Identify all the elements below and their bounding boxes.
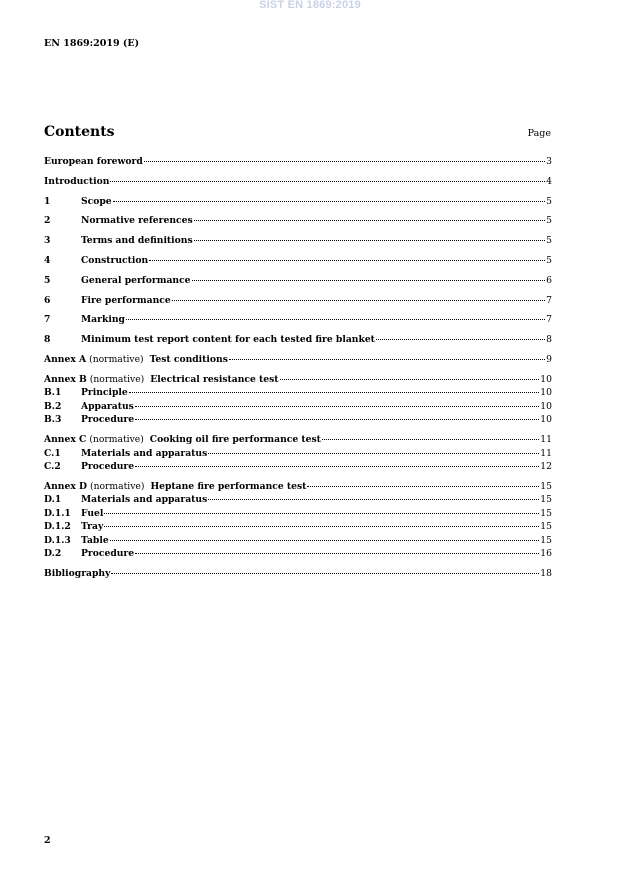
toc-title: Heptane fire performance test: [150, 480, 307, 492]
dot-leader: [208, 445, 539, 454]
toc-page: 7: [546, 314, 552, 326]
dot-leader: [172, 292, 545, 301]
page-column-label: Page: [527, 128, 551, 139]
annex-status: (normative): [89, 353, 144, 365]
toc-number: 5: [44, 274, 51, 286]
dot-leader: [104, 518, 539, 527]
toc-entry-d2-procedure[interactable]: [44, 547, 552, 561]
toc-page: 11: [540, 447, 552, 459]
toc-title: Scope: [81, 195, 112, 207]
dot-leader: [280, 371, 540, 380]
dot-leader: [104, 505, 539, 514]
toc-page: 10: [540, 400, 552, 412]
toc-number: D.1.1: [44, 507, 71, 519]
toc-page: 18: [540, 568, 552, 580]
toc-page: 16: [540, 548, 552, 560]
toc-page: 9: [546, 353, 552, 365]
toc-page: 10: [540, 414, 552, 426]
dot-leader: [135, 545, 539, 554]
toc-page: 8: [546, 334, 552, 346]
toc-entry-scope[interactable]: [44, 195, 552, 209]
toc-page: 15: [540, 480, 552, 492]
dot-leader: [194, 232, 545, 241]
toc-entry-c2-procedure[interactable]: [44, 460, 552, 474]
dot-leader: [208, 491, 539, 500]
dot-leader: [149, 252, 545, 261]
toc-page: 15: [540, 521, 552, 533]
toc-title: Principle: [81, 387, 128, 399]
toc-number: C.1: [44, 447, 61, 459]
toc-entry-terms-and-definitions[interactable]: [44, 234, 552, 248]
toc-entry-annex-a[interactable]: [44, 353, 552, 367]
toc-title: Marking: [81, 314, 125, 326]
contents-title: Contents: [44, 124, 115, 140]
dot-leader: [144, 153, 545, 162]
toc-entry-b3-procedure[interactable]: [44, 413, 552, 427]
toc-page: 7: [546, 294, 552, 306]
toc-number: B.3: [44, 414, 62, 426]
toc-title: Construction: [81, 254, 149, 266]
dot-leader: [110, 173, 545, 182]
toc-title: Minimum test report content for each tested fire blanket: [81, 334, 375, 346]
toc-title: General performance: [81, 274, 191, 286]
dot-leader: [135, 411, 539, 420]
watermark: SIST EN 1869:2019: [259, 0, 361, 11]
toc-title: Normative references: [81, 215, 193, 227]
toc-page: 5: [546, 254, 552, 266]
toc-title: Materials and apparatus: [81, 494, 208, 506]
toc-number: 2: [44, 215, 51, 227]
dot-leader: [192, 272, 545, 281]
dot-leader: [322, 431, 539, 440]
toc-title: Fire performance: [81, 294, 171, 306]
toc-entry-bibliography[interactable]: [44, 567, 552, 581]
toc-title: Terms and definitions: [81, 235, 193, 247]
dot-leader: [110, 532, 540, 541]
toc-page: 5: [546, 195, 552, 207]
toc-title: Table: [81, 534, 109, 546]
toc-number: 4: [44, 254, 51, 266]
toc-page: 10: [540, 373, 552, 385]
toc-entry-normative-references[interactable]: [44, 214, 552, 228]
document-header: EN 1869:2019 (E): [44, 38, 140, 49]
toc-number: 6: [44, 294, 51, 306]
annex-label: Annex B: [44, 373, 87, 385]
toc-title: Cooking oil fire performance test: [149, 434, 321, 446]
toc-entry-construction[interactable]: [44, 254, 552, 268]
toc-number: 8: [44, 334, 51, 346]
dot-leader: [376, 331, 545, 340]
toc-title: Test conditions: [149, 353, 228, 365]
toc-page: 6: [546, 274, 552, 286]
toc-entry-marking[interactable]: [44, 313, 552, 327]
page-number: 2: [44, 835, 51, 846]
annex-status: (normative): [89, 480, 145, 492]
toc-page: 3: [546, 156, 552, 167]
dot-leader: [307, 478, 539, 487]
toc-title: Procedure: [81, 548, 135, 560]
toc-page: 15: [540, 494, 552, 506]
toc-title: Tray: [81, 521, 104, 533]
annex-label: Annex A: [44, 353, 87, 365]
toc-entry-fire-performance[interactable]: [44, 294, 552, 308]
toc-page: 12: [540, 461, 552, 473]
annex-label: Annex C: [44, 434, 87, 446]
toc-page: 5: [546, 215, 552, 227]
toc-page: 11: [540, 434, 552, 446]
toc-title: Procedure: [81, 414, 135, 426]
toc-number: C.2: [44, 461, 61, 473]
toc-title: Procedure: [81, 461, 135, 473]
toc-title: Fuel: [81, 507, 104, 519]
toc-number: D.1: [44, 494, 62, 506]
toc-number: 3: [44, 235, 51, 247]
annex-status: (normative): [89, 434, 144, 446]
toc-title: Electrical resistance test: [150, 373, 279, 385]
annex-status: (normative): [89, 373, 145, 385]
toc-page: 15: [540, 507, 552, 519]
dot-leader: [113, 193, 545, 202]
dot-leader: [129, 384, 540, 393]
toc-number: D.2: [44, 548, 62, 560]
toc-title: Introduction: [44, 175, 110, 187]
toc-entry-european-foreword[interactable]: [44, 155, 552, 169]
toc-title: European foreword: [44, 156, 143, 167]
toc-number: 1: [44, 195, 51, 207]
toc-page: 4: [546, 175, 552, 187]
toc-number: 7: [44, 314, 51, 326]
toc-title: Materials and apparatus: [81, 447, 208, 459]
dot-leader: [194, 212, 545, 221]
annex-label: Annex D: [44, 480, 87, 492]
toc-page: 5: [546, 235, 552, 247]
toc-page: 15: [540, 534, 552, 546]
toc-number: D.1.2: [44, 521, 71, 533]
toc-number: D.1.3: [44, 534, 71, 546]
table-of-contents: [44, 155, 552, 581]
dot-leader: [135, 458, 539, 467]
dot-leader: [229, 351, 545, 360]
dot-leader: [135, 398, 539, 407]
toc-number: B.1: [44, 387, 62, 399]
toc-page: 10: [540, 387, 552, 399]
toc-title: Apparatus: [81, 400, 134, 412]
toc-number: B.2: [44, 400, 62, 412]
toc-entry-general-performance[interactable]: [44, 274, 552, 288]
toc-entry-introduction[interactable]: [44, 175, 552, 189]
toc-title: Bibliography: [44, 568, 111, 580]
dot-leader: [126, 311, 545, 320]
toc-entry-minimum-test-report[interactable]: [44, 333, 552, 347]
dot-leader: [111, 565, 539, 574]
